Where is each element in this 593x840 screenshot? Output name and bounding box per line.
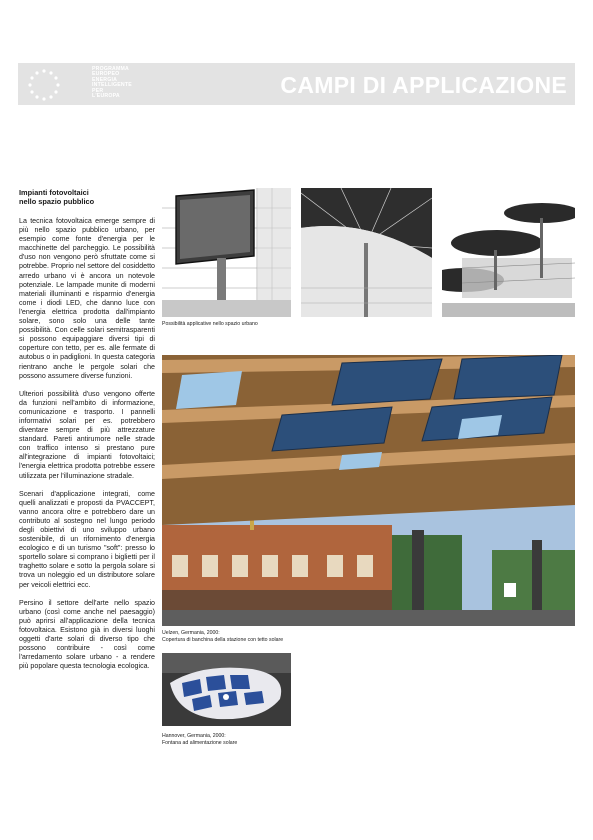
solar-fountain-photo xyxy=(162,653,291,726)
programme-line: EUROPEO xyxy=(92,71,120,78)
sketch-info-panel-image xyxy=(162,188,291,317)
programme-line: PROGRAMMA xyxy=(92,66,129,72)
eu-stars-logo xyxy=(22,65,66,105)
programme-line: ENERGIA xyxy=(92,76,118,83)
fountain-caption-line: Fontana ad alimentazione solare xyxy=(162,739,238,746)
programme-line: INTELLIGENTE xyxy=(92,82,132,89)
sketch-canopy-image xyxy=(301,188,432,317)
section-heading xyxy=(19,188,155,206)
paragraph: Persino il settore dell'arte nello spazio urbano (così come anche nel paesaggio) può aprirsi all'applicazione della tecnica fotovoltaica. Esistono già in diversi luoghi oggetti d'arte solari di diverso tipo che possono contribuire - così come l'arredamento solare urbano - a rendere più popolare questa tecnologia ecologica. xyxy=(19,598,155,671)
programme-line: L'EUROPA xyxy=(92,93,120,100)
programme-line: PER xyxy=(92,87,104,94)
sketch-caption: Possibilità applicative nello spazio urbano xyxy=(162,321,258,327)
page-title: CAMPI DI APPLICAZIONE xyxy=(280,72,567,98)
programme-name xyxy=(92,67,152,99)
header-bar xyxy=(18,63,575,105)
paragraph: La tecnica fotovoltaica emerge sempre di più nello spazio pubblico urbano, per esempio come fonte d'energia per le macchinette del parcheggio. Le possibilità d'uso non vengono però sfruttate come si potrebbe. Proprio nel settore del cosiddetto arredo urbano vi è ancora un notevole potenziale. Le lampade munite di moderni materiali illuminanti e risparmio d'energia come i diodi LED, che danno luce con l'energia elettrica prodotta dall'impianto solare, sono solo una delle tante possibilità. Con celle solari semitrasparenti si possono equipaggiare diversi tipi di coperture con tetto, per es. alle fermate di autobus o in padiglioni. In questa categoria rientrano anche le pergole solari che possono assumere diverse funzioni. xyxy=(19,217,155,380)
station-roof-photo xyxy=(162,355,575,626)
article-column xyxy=(19,188,155,680)
section-heading-line: Impianti fotovoltaici xyxy=(19,188,89,197)
station-caption-line: Uelzen, Germania, 2000: xyxy=(162,630,220,636)
fountain-caption-line: Hannover, Germania, 2000: xyxy=(162,733,226,739)
sketch-tram-stop-image xyxy=(442,188,575,317)
section-heading-line: nello spazio pubblico xyxy=(19,197,95,206)
fountain-caption xyxy=(162,733,362,746)
station-caption-line: Copertura di banchina della stazione con tetto solare xyxy=(162,636,284,643)
paragraph: Scenari d'applicazione integrati, come quelli analizzati e proposti da PVACCEPT, vanno ancora oltre e potrebbero dare un contributo al sostegno nel lungo periodo degli obiettivi di uno sviluppo urbano sostenibile, di un rifornimento d'energia ecologico e di un turismo "soft": presso lo sportello solare si comprano i biglietti per il traghetto solare e sotto la pergola solare si trova un noleggio ed un distributore solare per veicoli elettrici ecc. xyxy=(19,489,155,589)
paragraph: Ulteriori possibilità d'uso vengono offerte da funzioni nell'ambito di informazione, comunicazione e trasporto. I pannelli informativi solari per es. potrebbero diventare sempre di più attrezzature standard. Pareti antirumore nelle strade con traffico intenso si prestano pure all'integrazione di impianti fotovoltaici; l'energia elettrica prodotta potrebbe essere utilizzata per l'illuminazione stradale. xyxy=(19,389,155,480)
station-caption xyxy=(162,630,462,643)
